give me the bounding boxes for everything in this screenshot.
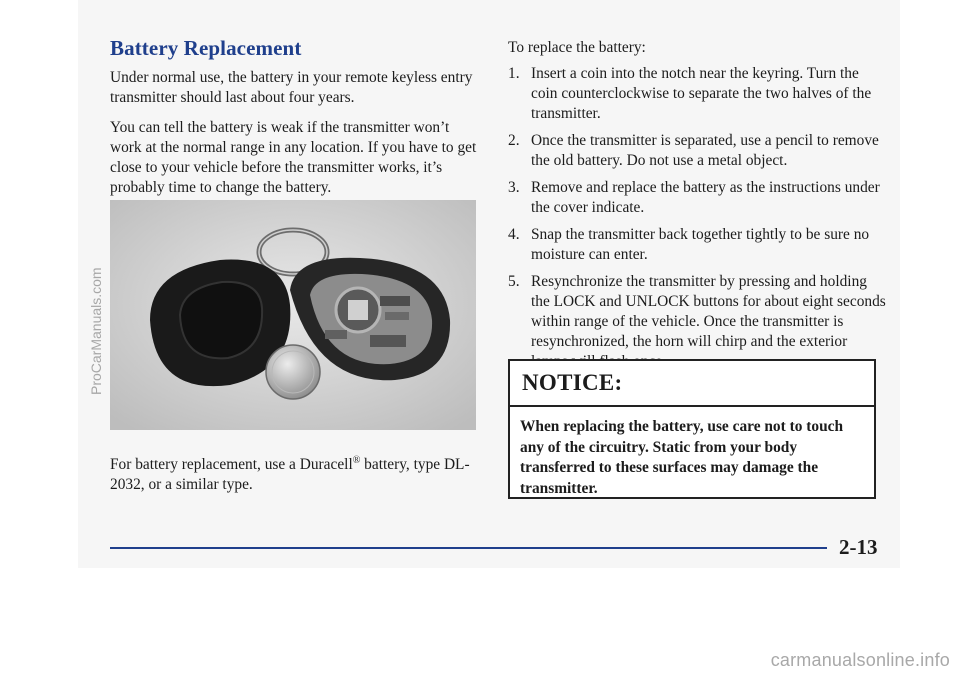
footer-rule [110,547,827,549]
transmitter-photo [110,200,476,430]
side-watermark: ProCarManuals.com [88,267,104,395]
caption-text-before: For battery replacement, use a Duracell [110,456,353,473]
notice-text: When replacing the battery, use care not to touch any of the circuitry. Static from your body transferred to these surfaces may damage the transmitter. [520,418,844,497]
weak-battery-paragraph: You can tell the battery is weak if the transmitter won’t work at the normal range in any location. If you have to get close to your vehicle before the transmitter works, it’s probably time to change the battery. [110,119,477,196]
section-heading: Battery Replacement [110,36,302,60]
steps-intro: To replace the battery: [508,39,646,56]
step-number: 3. [508,179,520,196]
step-item [508,64,886,124]
step-number: 5. [508,273,520,290]
step-text: Snap the transmitter back together tightly to be sure no moisture can enter. [531,226,870,263]
battery-type-caption [110,455,480,495]
step-number: 1. [508,65,520,82]
step-item [508,131,886,171]
registered-mark: ® [352,454,361,466]
step-item [508,178,886,218]
step-item [508,272,886,372]
step-number: 4. [508,226,520,243]
step-text: Insert a coin into the notch near the keyring. Turn the coin counterclockwise to separate the two halves of the transmitter. [531,65,872,122]
page-number: 2-13 [839,535,878,559]
step-text: Once the transmitter is separated, use a pencil to remove the old battery. Do not use a metal object. [531,132,879,169]
notice-box [508,359,876,499]
step-item [508,225,886,265]
notice-title: NOTICE: [510,361,874,407]
footer-watermark: carmanualsonline.info [770,650,950,670]
battery-life-paragraph: Under normal use, the battery in your remote keyless entry transmitter should last about four years. [110,69,473,106]
step-number: 2. [508,132,520,149]
transmitter-illustration [110,200,476,430]
step-text: Resynchronize the transmitter by pressing and holding the LOCK and UNLOCK buttons for about eight seconds within range of the vehicle. Once the transmitter is resynchronized, the horn will chirp and the exterior [531,273,886,350]
caption-text-after: battery, type DL-2032, or a similar type. [110,456,470,493]
step-text: Remove and replace the battery as the instructions under the cover indicate. [531,179,880,216]
replacement-steps [508,64,886,379]
